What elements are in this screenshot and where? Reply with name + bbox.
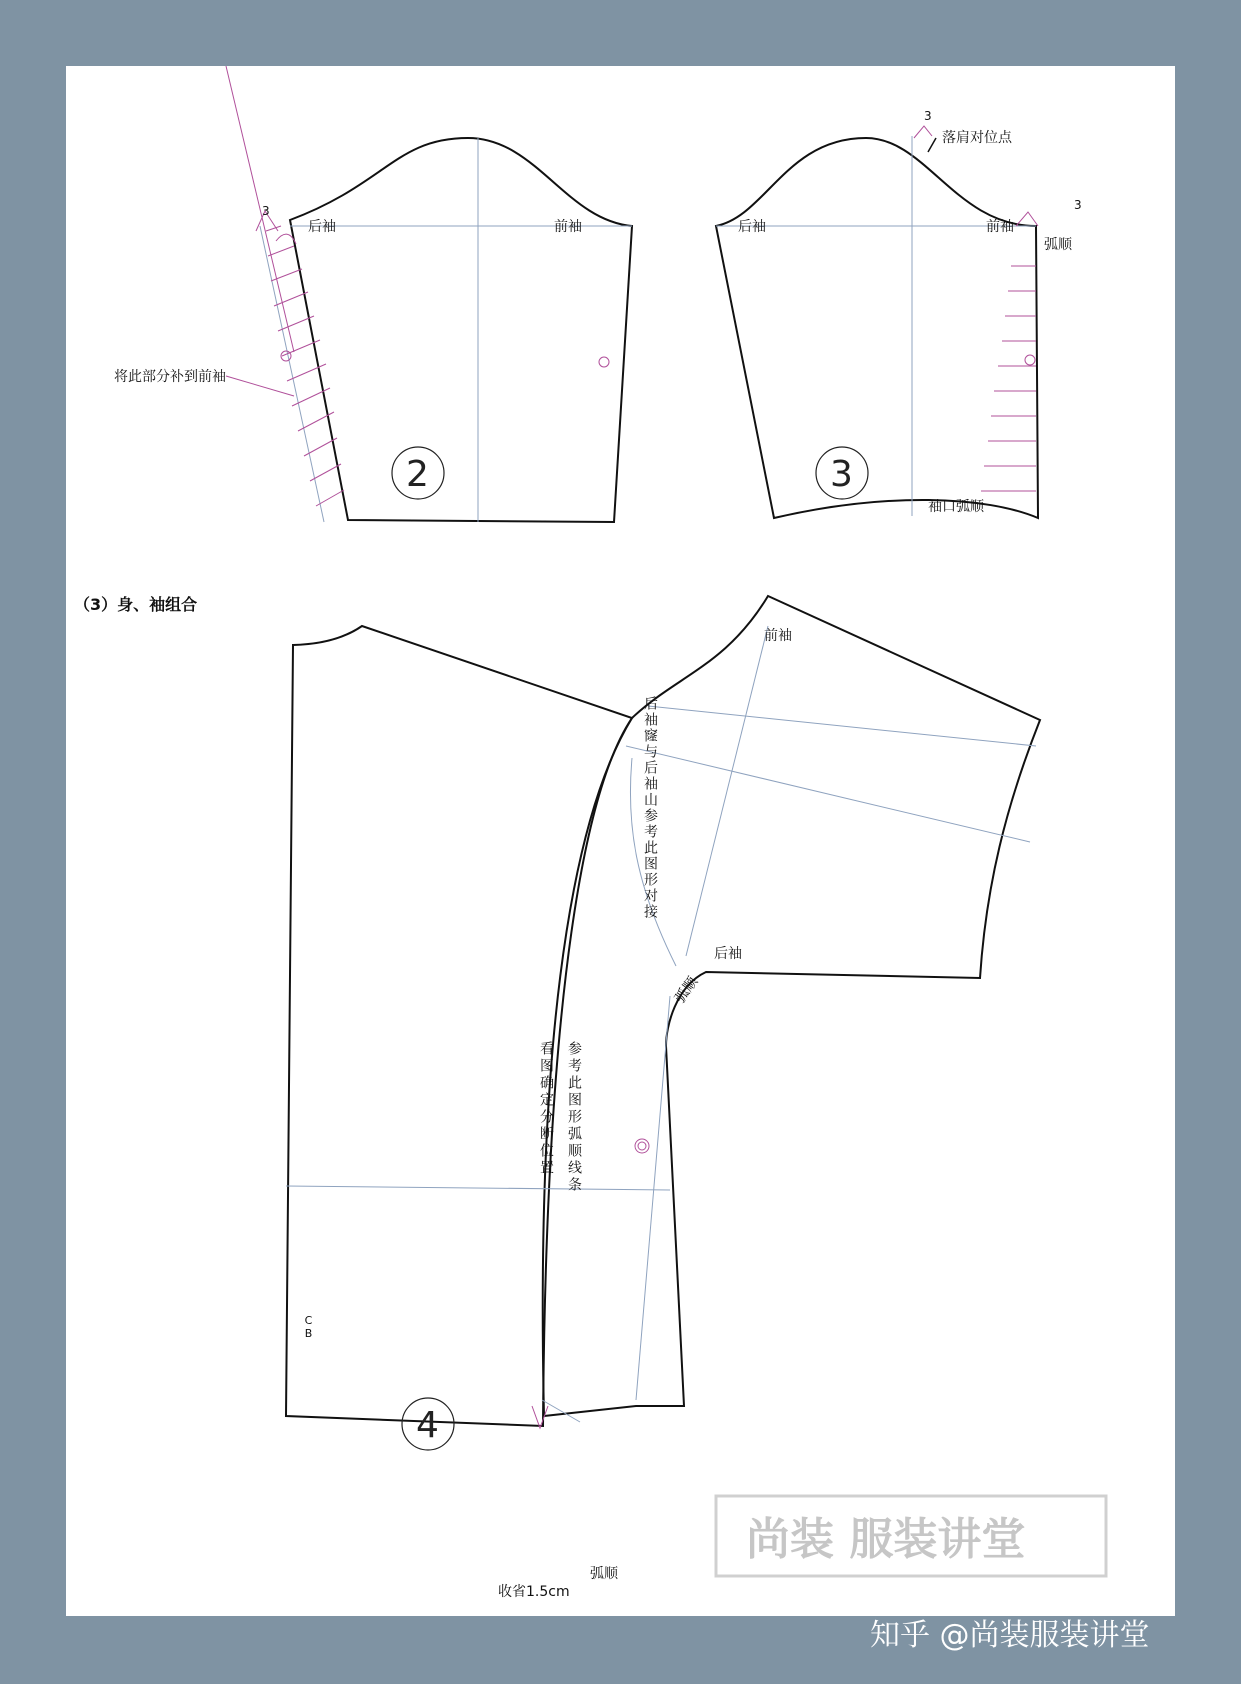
piece-number-4: 4	[416, 1405, 439, 1446]
hem-smooth-label: 弧顺	[590, 1566, 618, 1582]
pattern-drawing	[66, 66, 1175, 1616]
front-sleeve-label-3: 前袖	[986, 219, 1014, 235]
sleeve-piece-3	[716, 109, 1082, 518]
note-move-part: 将此部分补到前袖	[114, 369, 226, 385]
credit-text	[870, 1610, 1150, 1654]
back-sleeve-label-3: 后袖	[738, 219, 766, 235]
smooth-label-3: 弧顺	[1044, 237, 1072, 253]
sleeve-piece-2	[114, 66, 632, 522]
section-title: （3）身、袖组合	[74, 595, 198, 614]
cuff-smooth-note: 袖口弧顺	[928, 499, 984, 515]
measure-3-right: 3	[1074, 198, 1082, 212]
svg-text:尚装 服装讲堂: 尚装 服装讲堂	[746, 1514, 1026, 1565]
piece-number-3: 3	[830, 454, 853, 495]
pattern-sheet	[66, 66, 1175, 1616]
front-sleeve-label-2: 前袖	[554, 219, 582, 235]
dart-label: 收省1.5cm	[498, 1584, 570, 1600]
shoulder-point-note: 落肩对位点	[942, 130, 1012, 146]
measure-3-top: 3	[924, 109, 932, 123]
front-sleeve-label-4: 前袖	[764, 628, 792, 644]
vertical-note-smooth-line: 参考此图形弧顺线条	[566, 1041, 582, 1194]
credit-label: 知乎 @尚装服装讲堂	[870, 1618, 1150, 1653]
smooth-label-4a: 弧顺	[672, 974, 702, 1007]
watermark	[716, 1496, 1106, 1576]
back-sleeve-label-4: 后袖	[714, 946, 742, 962]
cb-label: CB	[302, 1314, 315, 1340]
body-sleeve-piece-4	[286, 596, 1040, 1600]
back-sleeve-label-2: 后袖	[308, 219, 336, 235]
measure-3-piece2: 3	[262, 204, 270, 218]
vertical-note-split: 看图确定分断位置	[538, 1041, 554, 1177]
vertical-note-connect: 后袖窿与后袖山参考此图形对接	[642, 696, 658, 920]
piece-number-2: 2	[406, 454, 429, 495]
